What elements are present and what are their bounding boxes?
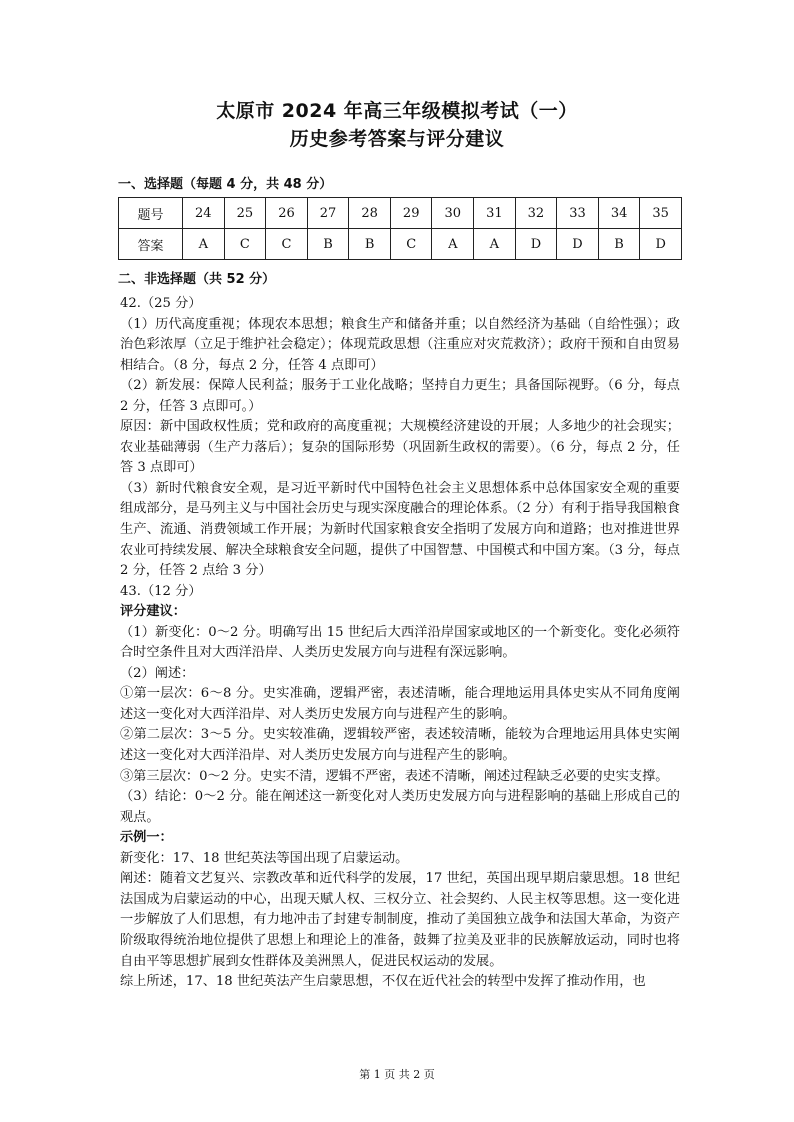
answer-cell: D: [640, 229, 682, 260]
paragraph: （3）新时代粮食安全观，是习近平新时代中国特色社会主义思想体系中总体国家安全观的重要组成部分，是马列主义与中国社会历史与现实深度融合的理论体系。（2 分）有利于指导我国粮食生产、流通、消费领域工作开展；为新时代国家粮食安全指明了发展方向和道路；也对推进世界农业可持续发展、解决全球粮食安全问题，提供了中国智慧、中国模式和中国方案。（3 分，每点 2 分，任答 2 点给 3 分）: [120, 480, 680, 579]
question-number-cell: 34: [598, 198, 640, 229]
question-number-cell: 27: [307, 198, 349, 229]
row-label: 题号: [119, 198, 183, 229]
paragraph: 原因：新中国政权性质；党和政府的高度重视；大规模经济建设的开展；人多地少的社会现实；农业基础薄弱（生产力落后）；复杂的国际形势（巩固新生政权的需要）。（6 分，每点 2 分，任答 3 点即可）: [120, 419, 680, 476]
section-essay-heading: 二、非选择题（共 52 分）: [118, 272, 276, 287]
answer-cell: B: [307, 229, 349, 260]
answer-cell: A: [183, 229, 225, 260]
subheading: 评分建议：: [120, 604, 186, 620]
document-subtitle: 历史参考答案与评分建议: [289, 128, 505, 150]
paragraph: ②第二层次：3～5 分。史实较准确，逻辑较严密，表述较清晰，能较为合理地运用具体史实阐述这一变化对大西洋沿岸、对人类历史发展方向与进程产生的影响。: [120, 727, 680, 764]
question-number-cell: 32: [515, 198, 557, 229]
paragraph: （2）阐述：: [120, 665, 195, 681]
question-number-cell: 33: [557, 198, 599, 229]
answer-cell: A: [432, 229, 474, 260]
subheading: 示例一：: [120, 830, 173, 846]
answer-cell: D: [515, 229, 557, 260]
answer-cell: B: [598, 229, 640, 260]
page-number: 第 1 页 共 2 页: [359, 1068, 435, 1081]
question-number-cell: 31: [474, 198, 516, 229]
question-number-cell: 26: [266, 198, 308, 229]
table-row-numbers: [119, 198, 682, 229]
document-title: 太原市 2024 年高三年级模拟考试（一）: [216, 100, 578, 122]
question-number-cell: 25: [224, 198, 266, 229]
answer-content: [120, 294, 680, 993]
answer-table: [118, 197, 682, 260]
question-number-cell: 35: [640, 198, 682, 229]
paragraph: （1）新变化：0～2 分。明确写出 15 世纪后大西洋沿岸国家或地区的一个新变化。变化必须符合时空条件且对大西洋沿岸、人类历史发展方向与进程有深远影响。: [120, 624, 680, 661]
paragraph: 43.（12 分）: [120, 583, 202, 599]
answer-cell: D: [557, 229, 599, 260]
table-row-answers: [119, 229, 682, 260]
question-number-cell: 24: [183, 198, 225, 229]
answer-cell: C: [224, 229, 266, 260]
paragraph: （3）结论：0～2 分。能在阐述这一新变化对人类历史发展方向与进程影响的基础上形成自己的观点。: [120, 789, 680, 825]
paragraph: 综上所述，17、18 世纪英法产生启蒙思想，不仅在近代社会的转型中发挥了推动作用，也: [120, 974, 646, 990]
paragraph: ①第一层次：6～8 分。史实准确，逻辑严密，表述清晰，能合理地运用具体史实从不同角度阐述这一变化对大西洋沿岸、对人类历史发展方向与进程产生的影响。: [120, 686, 680, 722]
paragraph: ③第三层次：0～2 分。史实不清，逻辑不严密，表述不清晰，阐述过程缺乏必要的史实支撑。: [120, 768, 669, 784]
paragraph: 新变化：17、18 世纪英法等国出现了启蒙运动。: [120, 850, 409, 866]
question-number-cell: 28: [349, 198, 391, 229]
answer-cell: A: [474, 229, 516, 260]
answer-cell: C: [390, 229, 432, 260]
question-number-cell: 30: [432, 198, 474, 229]
paragraph: 阐述：随着文艺复兴、宗教改革和近代科学的发展，17 世纪，英国出现早期启蒙思想。18 世纪法国成为启蒙运动的中心，出现天赋人权、三权分立、社会契约、人民主权等思想。这一变化进一步解放了人们思想，有力地冲击了封建专制制度，推动了美国独立战争和法国大革命，为资产阶级取得统治地位提供了思想上和理论上的准备，鼓舞了拉美及亚非的民族解放运动，同时也将自由平等思想扩展到女性群体及美洲黑人，促进民权运动的发展。: [120, 871, 680, 969]
paragraph: （2）新发展：保障人民利益；服务于工业化战略；坚持自力更生；具备国际视野。（6 分，每点 2 分，任答 3 点即可。）: [120, 378, 680, 414]
section-choice-heading: 一、选择题（每题 4 分，共 48 分）: [118, 177, 333, 192]
row-label: 答案: [119, 229, 183, 260]
answer-cell: B: [349, 229, 391, 260]
answer-cell: C: [266, 229, 308, 260]
question-number-cell: 29: [390, 198, 432, 229]
paragraph: 42.（25 分）: [120, 296, 202, 311]
paragraph: （1）历代高度重视；体现农本思想；粮食生产和储备并重；以自然经济为基础（自给性强）；政治色彩浓厚（立足于维护社会稳定）；体现荒政思想（注重应对灾荒救济）；政府干预和自由贸易相结合。（8 分，每点 2 分，任答 4 点即可）: [120, 316, 680, 373]
